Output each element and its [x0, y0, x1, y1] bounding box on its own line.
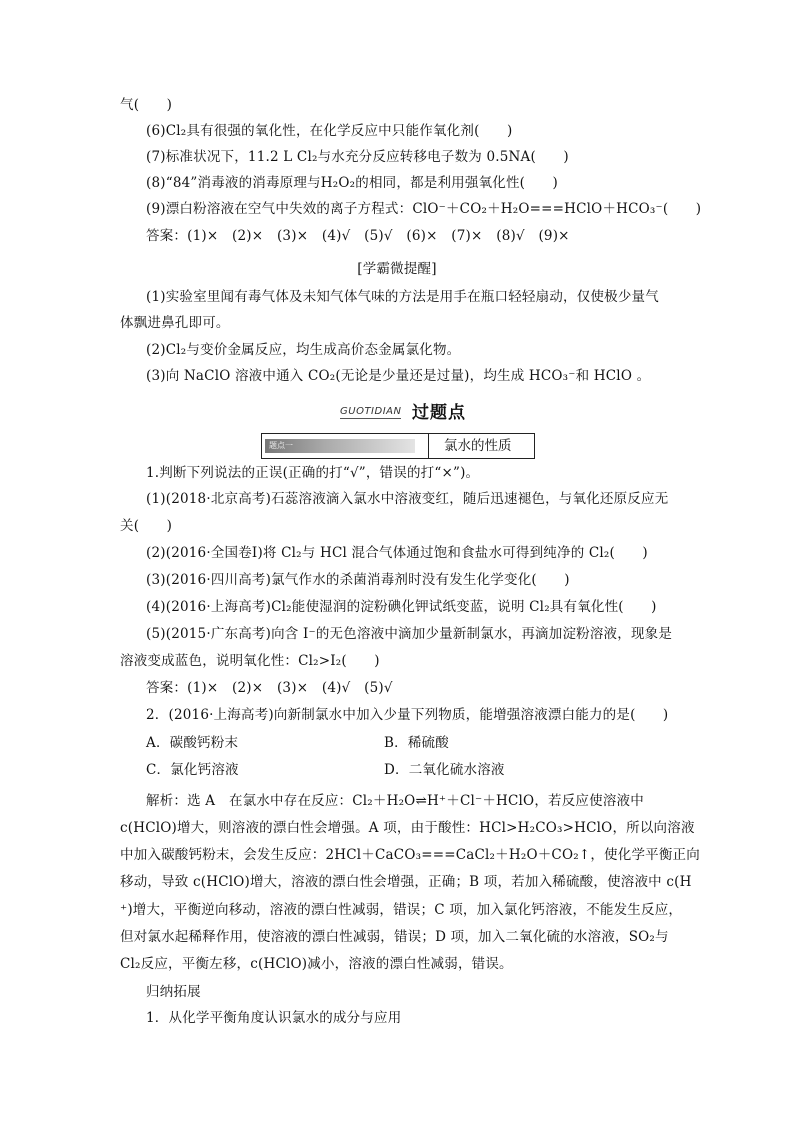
topic-tag: 题点一 [265, 439, 415, 453]
q1-item-5-cont: 溶液变成蓝色，说明氧化性：Cl₂>I₂( ) [120, 653, 380, 669]
question-7: (7)标准状况下，11.2 L Cl₂与水充分反应转移电子数为 0.5NA( ) [146, 149, 569, 165]
q1-item-1-cont: 关( ) [120, 518, 173, 534]
q2-stem: 2．(2016·上海高考)向新制氯水中加入少量下列物质，能增强溶液漂白能力的是( ) [146, 707, 669, 723]
q2-option-c: C．氯化钙溶液 [146, 762, 239, 778]
q1-stem: 1.判断下列说法的正误(正确的打“√”，错误的打“×”)。 [146, 465, 480, 481]
analysis-line-3: 中加入碳酸钙粉末，会发生反应：2HCl＋CaCO₃===CaCl₂＋H₂O＋CO₂↑，使化学平衡正向 [120, 847, 700, 863]
q2-option-a: A．碳酸钙粉末 [146, 735, 239, 751]
question-8: (8)“84”消毒液的消毒原理与H₂O₂的相同，都是利用强氧化性( ) [146, 175, 559, 191]
q2-option-b: B．稀硫酸 [384, 735, 449, 751]
summary-heading: 归纳拓展 [146, 984, 201, 1000]
tip-1-cont: 体飘进鼻孔即可。 [120, 315, 230, 331]
section-banner [340, 400, 480, 424]
q1-item-1: (1)(2018·北京高考)石蕊溶液滴入氯水中溶液变红，随后迅速褪色，与氧化还原反应无 [146, 491, 669, 507]
banner-en: GUOTIDIAN [340, 406, 402, 417]
topic-box [261, 433, 535, 459]
analysis-line-5: ⁺)增大，平衡逆向移动，溶液的漂白性减弱，错误；C 项，加入氯化钙溶液，不能发生反应， [120, 902, 683, 918]
q1-item-2: (2)(2016·全国卷Ⅰ)将 Cl₂与 HCl 混合气体通过饱和食盐水可得到纯净的 Cl₂( ) [146, 545, 648, 561]
answer-line: 答案：(1)× (2)× (3)× (4)√ (5)√ (6)× (7)× (8)√ (9)× [146, 228, 570, 244]
text-line: 气( ) [120, 97, 173, 113]
tip-1: (1)实验室里闻有毒气体及未知气体气味的方法是用手在瓶口轻轻扇动，仅使极少量气 [146, 289, 659, 305]
analysis-line-4: 移动，导致 c(HClO)增大，溶液的漂白性会增强，正确；B 项，若加入稀硫酸，使溶液中 c(H [120, 874, 692, 890]
analysis-line-2: c(HClO)增大，则溶液的漂白性会增强。A 项，由于酸性：HCl>H₂CO₃>HClO，所以向溶液 [120, 820, 695, 836]
analysis-line-1: 解析：选 A 在氯水中存在反应：Cl₂＋H₂O⇌H⁺＋Cl⁻＋HClO，若反应使溶液中 [146, 793, 644, 809]
topic-title: 氯水的性质 [444, 438, 512, 454]
analysis-line-7: Cl₂反应，平衡左移，c(HClO)减小，溶液的漂白性减弱，错误。 [120, 956, 513, 972]
q1-item-5: (5)(2015·广东高考)向含 I⁻的无色溶液中滴加少量新制氯水，再滴加淀粉溶液，现象是 [146, 626, 673, 642]
analysis-line-6: 但对氯水起稀释作用，使溶液的漂白性减弱，错误；D 项，加入二氧化硫的水溶液，SO₂与 [120, 929, 669, 945]
tips-heading: [学霸微提醒] [357, 261, 437, 277]
summary-item-1: 1．从化学平衡角度认识氯水的成分与应用 [146, 1010, 402, 1026]
question-9: (9)漂白粉溶液在空气中失效的离子方程式：ClO⁻＋CO₂＋H₂O===HClO＋HCO₃⁻( ) [146, 201, 702, 217]
q2-option-d: D．二氧化硫水溶液 [384, 762, 505, 778]
tip-3: (3)向 NaClO 溶液中通入 CO₂(无论是少量还是过量)，均生成 HCO₃⁻和 HClO 。 [146, 368, 651, 384]
question-6: (6)Cl₂具有很强的氧化性，在化学反应中只能作氧化剂( ) [146, 123, 513, 139]
banner-cn: 过题点 [412, 403, 466, 423]
q1-answer: 答案：(1)× (2)× (3)× (4)√ (5)√ [146, 680, 393, 696]
topic-divider [428, 434, 429, 458]
q1-item-3: (3)(2016·四川高考)氯气作水的杀菌消毒剂时没有发生化学变化( ) [146, 572, 570, 588]
q1-item-4: (4)(2016·上海高考)Cl₂能使湿润的淀粉碘化钾试纸变蓝，说明 Cl₂具有氧化性( ) [146, 599, 657, 615]
tip-2: (2)Cl₂与变价金属反应，均生成高价态金属氯化物。 [146, 342, 461, 358]
